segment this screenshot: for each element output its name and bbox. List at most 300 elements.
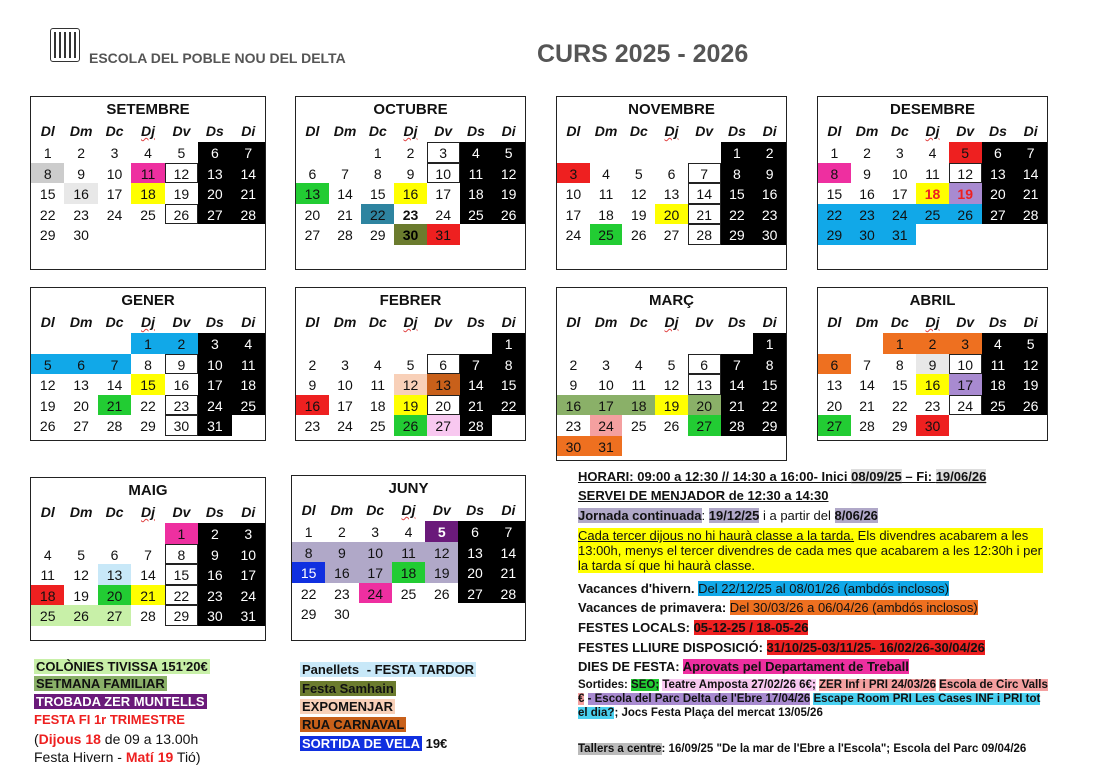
weekday-header: Dj bbox=[140, 314, 155, 330]
day-cell: 5 bbox=[1014, 333, 1047, 354]
day-cell: 19 bbox=[39, 397, 56, 414]
weekday-header: Dj bbox=[403, 123, 418, 139]
day-cell: 22 bbox=[300, 585, 317, 602]
day-cell: 16 bbox=[859, 186, 875, 202]
day-cell: 21 bbox=[688, 204, 721, 225]
day-cell: 10 bbox=[598, 377, 614, 393]
catalan-government-logo-icon bbox=[50, 28, 80, 62]
day-cell: 20 bbox=[98, 585, 131, 606]
day-cell: 22 bbox=[753, 395, 786, 416]
day-cell: 20 bbox=[982, 183, 1015, 204]
day-cell: 12 bbox=[630, 186, 647, 202]
day-cell: 19 bbox=[73, 587, 89, 604]
day-cell: 25 bbox=[630, 418, 647, 434]
day-cell: 12 bbox=[663, 377, 680, 393]
day-cell: 24 bbox=[590, 415, 623, 436]
day-cell: 20 bbox=[655, 204, 688, 225]
day-cell: 26 bbox=[949, 204, 982, 225]
day-cell: 30 bbox=[851, 224, 884, 245]
day-cell: 25 bbox=[31, 605, 64, 626]
month-març bbox=[556, 287, 787, 461]
day-cell: 23 bbox=[165, 395, 198, 416]
day-cell: 22 bbox=[891, 397, 908, 414]
legend-trobada: TROBADA ZER MUNTELLS bbox=[36, 694, 205, 709]
day-cell: 22 bbox=[39, 206, 56, 223]
day-cell: 24 bbox=[949, 395, 982, 416]
day-cell: 1 bbox=[753, 333, 786, 354]
day-cell: 12 bbox=[949, 163, 982, 184]
day-cell: 14 bbox=[460, 374, 493, 395]
day-cell: 28 bbox=[140, 608, 156, 624]
day-cell: 18 bbox=[982, 374, 1015, 395]
weekday-header: Dl bbox=[40, 314, 55, 330]
month-novembre bbox=[556, 96, 787, 270]
day-cell: 11 bbox=[925, 165, 940, 182]
day-cell: 17 bbox=[949, 374, 982, 395]
day-cell: 29 bbox=[165, 605, 198, 626]
day-cell: 25 bbox=[982, 395, 1015, 416]
month-title: ABRIL bbox=[909, 292, 956, 309]
day-cell: 4 bbox=[43, 546, 52, 563]
empty-cell bbox=[329, 333, 362, 354]
day-cell: 9 bbox=[916, 354, 949, 375]
weekday-header: Dl bbox=[827, 123, 842, 139]
day-cell: 10 bbox=[198, 354, 231, 375]
weekday-header: Dj bbox=[664, 123, 679, 139]
weekday-header: Di bbox=[241, 504, 256, 520]
month-gener bbox=[30, 287, 266, 441]
day-cell: 8 bbox=[721, 163, 754, 184]
day-cell: 19 bbox=[425, 562, 458, 583]
day-cell: 16 bbox=[325, 562, 358, 583]
day-cell: 21 bbox=[131, 585, 164, 606]
weekday-header: Dl bbox=[40, 504, 55, 520]
day-cell: 19 bbox=[173, 186, 190, 202]
weekday-header: Dm bbox=[855, 123, 879, 139]
day-cell: 20 bbox=[458, 562, 491, 583]
day-cell: 2 bbox=[308, 356, 317, 373]
day-cell: 14 bbox=[688, 183, 721, 204]
weekday-header: Di bbox=[241, 123, 256, 139]
day-cell: 29 bbox=[818, 224, 851, 245]
day-cell: 25 bbox=[460, 204, 493, 225]
day-cell: 26 bbox=[64, 605, 97, 626]
day-cell: 4 bbox=[460, 142, 493, 163]
day-cell: 15 bbox=[39, 186, 56, 202]
day-cell: 22 bbox=[818, 204, 851, 225]
day-cell: 10 bbox=[565, 186, 582, 202]
weekday-header: Dv bbox=[172, 504, 191, 520]
day-cell: 24 bbox=[883, 204, 916, 225]
day-cell: 28 bbox=[460, 415, 493, 436]
empty-cell bbox=[557, 142, 590, 163]
weekday-header: Dl bbox=[301, 502, 316, 518]
day-cell: 18 bbox=[598, 206, 614, 223]
weekday-header: Dm bbox=[69, 504, 93, 520]
day-cell: 22 bbox=[140, 397, 156, 414]
menjador-line: SERVEI DE MENJADOR de 12:30 a 14:30 bbox=[578, 488, 829, 503]
weekday-header: Dj bbox=[403, 314, 418, 330]
day-cell: 1 bbox=[131, 333, 164, 354]
day-cell: 18 bbox=[131, 183, 164, 204]
month-title: DESEMBRE bbox=[889, 101, 975, 118]
day-cell: 28 bbox=[492, 583, 525, 604]
weekday-header: Di bbox=[1023, 123, 1038, 139]
weekday-header: Di bbox=[501, 502, 516, 518]
weekday-header: Di bbox=[1023, 314, 1038, 330]
day-cell: 20 bbox=[826, 397, 843, 414]
empty-cell bbox=[655, 142, 688, 163]
day-cell: 6 bbox=[458, 521, 491, 542]
day-cell: 8 bbox=[292, 542, 325, 563]
weekday-header: Dj bbox=[140, 123, 155, 139]
weekday-header: Ds bbox=[988, 123, 1007, 139]
legend-colonies: COLÒNIES TIVISSA 151'20€ bbox=[36, 659, 208, 674]
school-name: ESCOLA DEL POBLE NOU DEL DELTA bbox=[89, 50, 346, 66]
tallers-block: Tallers a centre: 16/09/25 "De la mar de l'Ebre a l'Escola"; Escola del Parc 09/04/26 bbox=[578, 743, 1027, 755]
day-cell: 7 bbox=[688, 163, 721, 184]
day-cell: 29 bbox=[39, 227, 56, 243]
weekday-header: Dl bbox=[40, 123, 55, 139]
day-cell: 2 bbox=[916, 333, 949, 354]
day-cell: 15 bbox=[753, 374, 786, 395]
day-cell: 14 bbox=[140, 567, 156, 583]
day-cell: 21 bbox=[1014, 183, 1047, 204]
day-cell: 8 bbox=[895, 356, 904, 373]
vacances-hivern: Vacances d'hivern. Del 22/12/25 al 08/01/26 (ambdós inclosos) bbox=[578, 581, 949, 596]
day-cell: 6 bbox=[110, 546, 119, 563]
day-cell: 28 bbox=[859, 418, 875, 434]
day-cell: 11 bbox=[392, 542, 425, 563]
day-cell: 13 bbox=[198, 163, 231, 184]
day-cell: 18 bbox=[232, 374, 265, 395]
empty-cell bbox=[394, 333, 427, 354]
day-cell: 12 bbox=[1014, 354, 1047, 375]
day-cell: 1 bbox=[883, 333, 916, 354]
day-cell: 26 bbox=[165, 204, 198, 225]
day-cell: 13 bbox=[427, 374, 460, 395]
day-cell: 12 bbox=[394, 374, 427, 395]
day-cell: 14 bbox=[721, 374, 754, 395]
day-cell: 22 bbox=[361, 204, 394, 225]
weekday-header: Dm bbox=[594, 314, 618, 330]
empty-cell bbox=[296, 333, 329, 354]
day-cell: 30 bbox=[165, 415, 198, 436]
day-cell: 12 bbox=[492, 163, 525, 184]
day-cell: 13 bbox=[663, 186, 680, 202]
day-cell: 20 bbox=[73, 397, 89, 414]
day-cell: 2 bbox=[77, 145, 86, 161]
empty-cell bbox=[98, 333, 131, 354]
weekday-header: Dc bbox=[105, 314, 124, 330]
day-cell: 2 bbox=[863, 145, 871, 161]
day-cell: 30 bbox=[557, 436, 590, 457]
day-cell: 17 bbox=[435, 186, 451, 202]
day-cell: 22 bbox=[492, 395, 525, 416]
day-cell: 29 bbox=[369, 227, 386, 243]
day-cell: 20 bbox=[688, 395, 721, 416]
weekday-header: Ds bbox=[205, 504, 224, 520]
empty-cell bbox=[590, 142, 623, 163]
day-cell: 3 bbox=[895, 145, 904, 161]
day-cell: 17 bbox=[565, 206, 582, 223]
weekday-header: Dv bbox=[172, 123, 191, 139]
day-cell: 5 bbox=[31, 354, 64, 375]
day-cell: 16 bbox=[753, 183, 786, 204]
day-cell: 27 bbox=[98, 605, 131, 626]
day-cell: 23 bbox=[304, 418, 321, 434]
day-cell: 15 bbox=[369, 186, 386, 202]
weekday-header: Ds bbox=[205, 314, 224, 330]
weekday-header: Dv bbox=[695, 314, 714, 330]
weekday-header: Dv bbox=[434, 314, 453, 330]
day-cell: 10 bbox=[232, 544, 265, 565]
vacances-primavera: Vacances de primavera: Del 30/03/26 a 06/04/26 (ambdós inclosos) bbox=[578, 600, 978, 615]
day-cell: 21 bbox=[98, 395, 131, 416]
empty-cell bbox=[64, 333, 97, 354]
weekday-header: Dv bbox=[956, 123, 975, 139]
day-cell: 5 bbox=[667, 356, 676, 373]
day-cell: 14 bbox=[859, 377, 875, 393]
day-cell: 23 bbox=[565, 418, 582, 434]
day-cell: 11 bbox=[460, 163, 493, 184]
day-cell: 6 bbox=[667, 165, 676, 182]
day-cell: 16 bbox=[296, 395, 329, 416]
day-cell: 11 bbox=[370, 377, 386, 393]
day-cell: 7 bbox=[460, 354, 493, 375]
sortides-block: Sortides: SEO; Teatre Amposta 27/02/26 6€; ZER Inf i PRI 24/03/26 Escola de Circ Valls € - Escola del Parc Delta de l'Ebre 17/04/26 Escape Room PRI Les Cases INF i PRI tot el dia?; Jocs Festa Plaça del mercat 13/05/26 bbox=[578, 679, 1048, 719]
day-cell: 8 bbox=[373, 165, 382, 182]
day-cell: 9 bbox=[77, 165, 86, 182]
day-cell: 17 bbox=[590, 395, 623, 416]
empty-cell bbox=[721, 333, 754, 354]
day-cell: 5 bbox=[77, 546, 86, 563]
day-cell: 7 bbox=[1014, 142, 1047, 163]
day-cell: 26 bbox=[39, 418, 56, 434]
day-cell: 19 bbox=[1014, 374, 1047, 395]
day-cell: 6 bbox=[688, 354, 721, 375]
day-cell: 3 bbox=[198, 333, 231, 354]
month-title: NOVEMBRE bbox=[628, 101, 715, 118]
day-cell: 16 bbox=[557, 395, 590, 416]
day-cell: 30 bbox=[753, 224, 786, 245]
jornada-line: Jornada continuada: 19/12/25 i a partir del 8/06/26 bbox=[578, 508, 878, 523]
day-cell: 25 bbox=[590, 224, 623, 245]
day-cell: 11 bbox=[631, 377, 647, 393]
day-cell: 27 bbox=[688, 415, 721, 436]
day-cell: 28 bbox=[337, 227, 353, 243]
day-cell: 11 bbox=[982, 354, 1015, 375]
day-cell: 30 bbox=[73, 227, 89, 243]
empty-cell bbox=[131, 523, 164, 544]
day-cell: 30 bbox=[334, 606, 350, 622]
day-cell: 24 bbox=[359, 583, 392, 604]
weekday-header: Di bbox=[762, 123, 777, 139]
day-cell: 18 bbox=[369, 397, 386, 414]
empty-cell bbox=[296, 142, 329, 163]
day-cell: 11 bbox=[598, 186, 614, 202]
day-cell: 29 bbox=[891, 418, 908, 434]
day-cell: 11 bbox=[131, 163, 164, 184]
day-cell: 3 bbox=[602, 356, 610, 373]
weekday-header: Dc bbox=[105, 123, 124, 139]
day-cell: 3 bbox=[427, 142, 460, 163]
day-cell: 7 bbox=[341, 165, 349, 182]
day-cell: 24 bbox=[337, 418, 353, 434]
day-cell: 15 bbox=[292, 562, 325, 583]
weekday-header: Dv bbox=[434, 123, 453, 139]
day-cell: 12 bbox=[165, 163, 198, 184]
day-cell: 20 bbox=[427, 395, 460, 416]
day-cell: 10 bbox=[106, 165, 123, 182]
day-cell: 10 bbox=[949, 354, 982, 375]
weekday-header: Dc bbox=[105, 504, 124, 520]
day-cell: 19 bbox=[630, 206, 647, 223]
weekday-header: Dm bbox=[855, 314, 879, 330]
day-cell: 4 bbox=[232, 333, 265, 354]
day-cell: 22 bbox=[721, 204, 754, 225]
festes-lliure: FESTES LLIURE DISPOSICIÓ: 31/10/25-03/11/25- 16/02/26-30/04/26 bbox=[578, 640, 985, 655]
day-cell: 13 bbox=[73, 377, 89, 393]
day-cell: 31 bbox=[590, 436, 623, 457]
tercer-dijous-note: Cada tercer dijous no hi haurà classe a la tarda. Els divendres acabarem a les 13:00h, menys el tercer divendres de cada mes que acabarem a les 12:30h i per la tarda sí que hi haurà classe. bbox=[578, 528, 1042, 573]
day-cell: 25 bbox=[140, 206, 156, 223]
weekday-header: Ds bbox=[205, 123, 224, 139]
day-cell: 1 bbox=[721, 142, 754, 163]
weekday-header: Dv bbox=[172, 314, 191, 330]
day-cell: 3 bbox=[371, 524, 380, 540]
day-cell: 9 bbox=[753, 163, 786, 184]
weekday-header: Ds bbox=[727, 123, 746, 139]
day-cell: 11 bbox=[40, 567, 55, 583]
weekday-header: Di bbox=[501, 314, 516, 330]
day-cell: 7 bbox=[721, 354, 754, 375]
day-cell: 24 bbox=[106, 206, 123, 223]
day-cell: 4 bbox=[144, 145, 152, 161]
weekday-header: Di bbox=[501, 123, 516, 139]
day-cell: 2 bbox=[406, 145, 415, 161]
day-cell: 27 bbox=[982, 204, 1015, 225]
day-cell: 10 bbox=[359, 542, 392, 563]
empty-cell bbox=[31, 523, 64, 544]
day-cell: 4 bbox=[404, 524, 413, 540]
day-cell: 26 bbox=[663, 418, 680, 434]
weekday-header: Dc bbox=[368, 314, 387, 330]
day-cell: 8 bbox=[144, 356, 152, 373]
day-cell: 31 bbox=[427, 224, 460, 245]
day-cell: 6 bbox=[308, 165, 317, 182]
legend-rua: RUA CARNAVAL bbox=[302, 717, 405, 732]
day-cell: 15 bbox=[891, 377, 908, 393]
day-cell: 9 bbox=[863, 165, 871, 182]
day-cell: 25 bbox=[916, 204, 949, 225]
day-cell: 31 bbox=[198, 415, 231, 436]
weekday-header: Dj bbox=[140, 504, 155, 520]
empty-cell bbox=[329, 142, 362, 163]
day-cell: 25 bbox=[369, 418, 386, 434]
day-cell: 5 bbox=[634, 165, 643, 182]
day-cell: 2 bbox=[198, 523, 231, 544]
empty-cell bbox=[688, 142, 721, 163]
day-cell: 15 bbox=[131, 374, 164, 395]
weekday-header: Dc bbox=[629, 314, 648, 330]
day-cell: 9 bbox=[325, 542, 358, 563]
empty-cell bbox=[64, 523, 97, 544]
day-cell: 29 bbox=[721, 224, 754, 245]
day-cell: 5 bbox=[177, 145, 186, 161]
day-cell: 6 bbox=[982, 142, 1015, 163]
day-cell: 31 bbox=[883, 224, 916, 245]
day-cell: 19 bbox=[949, 183, 982, 204]
day-cell: 23 bbox=[402, 206, 419, 223]
day-cell: 14 bbox=[337, 186, 353, 202]
weekday-header: Ds bbox=[466, 502, 485, 518]
month-title: MARÇ bbox=[649, 292, 694, 309]
day-cell: 21 bbox=[460, 395, 493, 416]
day-cell: 30 bbox=[394, 224, 427, 245]
empty-cell bbox=[427, 333, 460, 354]
day-cell: 6 bbox=[818, 354, 851, 375]
day-cell: 3 bbox=[232, 523, 265, 544]
day-cell: 28 bbox=[688, 224, 721, 245]
empty-cell bbox=[688, 333, 721, 354]
day-cell: 27 bbox=[458, 583, 491, 604]
day-cell: 16 bbox=[916, 374, 949, 395]
weekday-header: Dl bbox=[305, 123, 320, 139]
empty-cell bbox=[361, 333, 394, 354]
day-cell: 24 bbox=[435, 206, 451, 223]
weekday-header: Ds bbox=[988, 314, 1007, 330]
day-cell: 26 bbox=[433, 585, 450, 602]
day-cell: 1 bbox=[165, 523, 198, 544]
weekday-header: Dm bbox=[69, 314, 93, 330]
dies-festa: DIES DE FESTA: Aprovats pel Departament de Treball bbox=[578, 659, 909, 674]
day-cell: 7 bbox=[232, 142, 265, 163]
day-cell: 13 bbox=[826, 377, 843, 393]
day-cell: 20 bbox=[304, 206, 321, 223]
day-cell: 28 bbox=[1014, 204, 1047, 225]
day-cell: 22 bbox=[165, 585, 198, 606]
month-title: GENER bbox=[121, 292, 175, 309]
day-cell: 30 bbox=[198, 605, 231, 626]
weekday-header: Dc bbox=[629, 123, 648, 139]
day-cell: 15 bbox=[826, 186, 843, 202]
day-cell: 14 bbox=[232, 163, 265, 184]
day-cell: 23 bbox=[924, 397, 941, 414]
month-febrer bbox=[295, 287, 526, 441]
day-cell: 21 bbox=[232, 183, 265, 204]
day-cell: 4 bbox=[634, 356, 643, 373]
day-cell: 27 bbox=[304, 227, 321, 243]
day-cell: 26 bbox=[394, 415, 427, 436]
day-cell: 6 bbox=[427, 354, 460, 375]
day-cell: 1 bbox=[373, 145, 382, 161]
weekday-header: Dl bbox=[566, 123, 581, 139]
weekday-header: Ds bbox=[727, 314, 746, 330]
weekday-header: Dm bbox=[333, 314, 357, 330]
day-cell: 8 bbox=[753, 354, 786, 375]
day-cell: 6 bbox=[198, 142, 231, 163]
day-cell: 29 bbox=[753, 415, 786, 436]
day-cell: 8 bbox=[492, 354, 525, 375]
day-cell: 14 bbox=[106, 377, 123, 393]
day-cell: 17 bbox=[198, 374, 231, 395]
day-cell: 31 bbox=[232, 605, 265, 626]
weekday-header: Dj bbox=[664, 314, 679, 330]
day-cell: 30 bbox=[916, 415, 949, 436]
day-cell: 27 bbox=[427, 415, 460, 436]
day-cell: 7 bbox=[144, 546, 152, 563]
